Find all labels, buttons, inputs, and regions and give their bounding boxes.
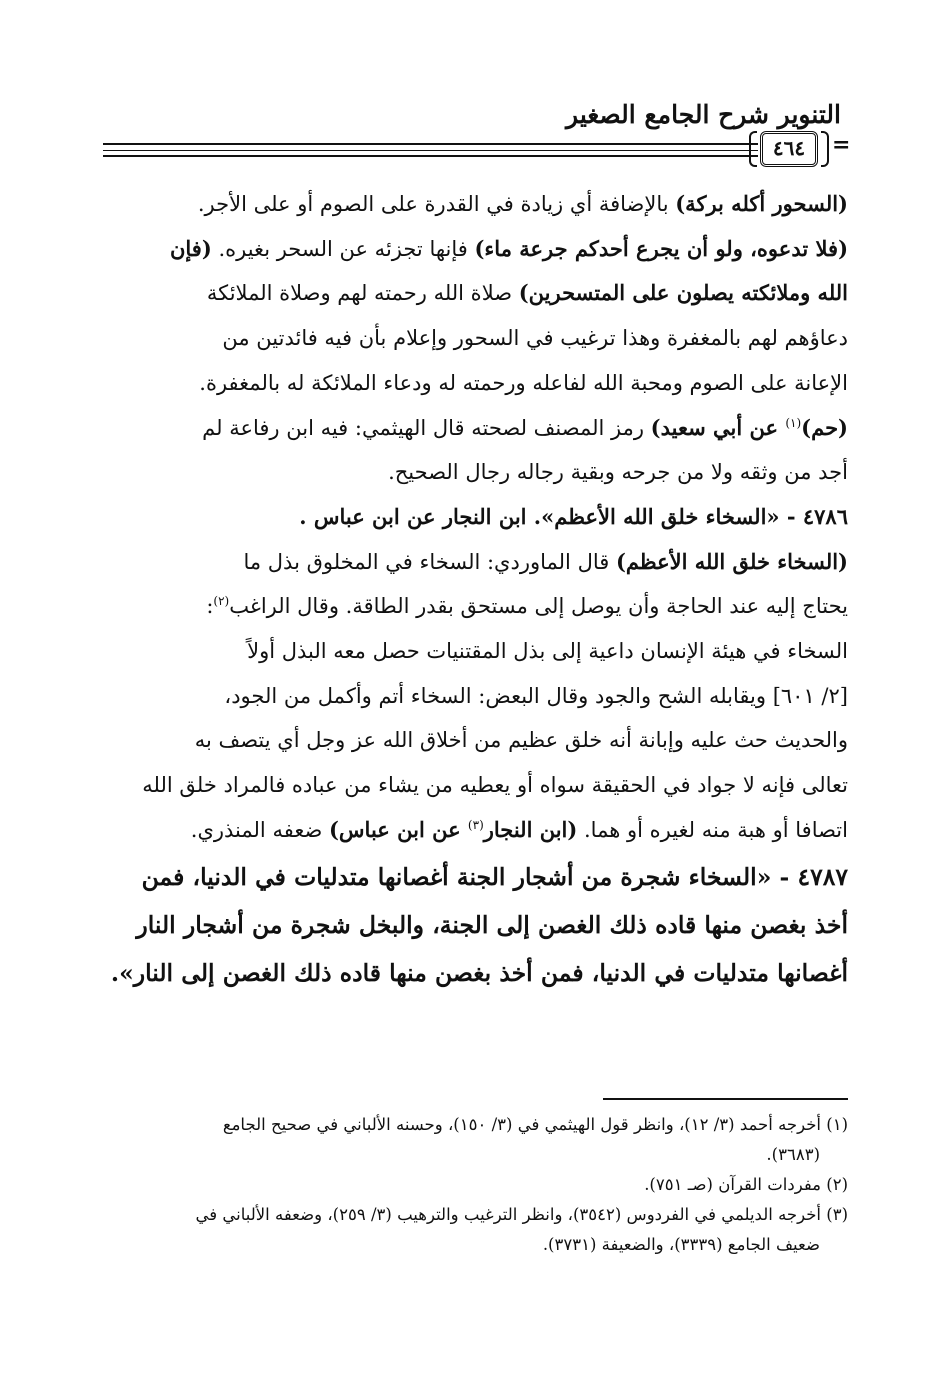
header-rule-top xyxy=(103,143,758,145)
body-line: أجد من وثقه ولا من جرحه وبقية رجاله رجال الصحيح. xyxy=(388,460,848,485)
page-badge-left-bracket xyxy=(749,131,757,167)
hadith-heading-4786: ٤٧٨٦ - «السخاء خلق الله الأعظم». ابن النجار عن ابن عباس . xyxy=(299,503,848,529)
footnote-1-continued: (٣٦٨٣). xyxy=(766,1145,820,1164)
body-line: السخاء في هيئة الإنسان داعية إلى بذل المقتنيات حصل معه البذل أولاً xyxy=(247,639,848,664)
footnote-separator xyxy=(603,1098,848,1100)
main-text xyxy=(100,182,848,997)
footnote-ref[interactable]: (٢) xyxy=(213,594,230,609)
body-line: تعالى فإنه لا جواد في الحقيقة سواه أو يعطيه من يشاء من عباده فالمراد خلق الله xyxy=(142,773,848,798)
body-line: والحديث حث عليه وإبانة أنه خلق عظيم من أخلاق الله عز وجل أي يتصف به xyxy=(194,728,848,753)
footnote-ref[interactable]: (١) xyxy=(785,415,802,430)
body-line: اتصافا أو هبة منه لغيره أو هما. (ابن النجار$^{(٣)}$ عن ابن عباس) ضعفه المنذري. xyxy=(190,816,848,842)
body-line: (حم)$^{(١)}$ عن أبي سعيد) رمز المصنف لصحته قال الهيثمي: فيه ابن رفاعة لم xyxy=(202,414,848,440)
page-badge-tail: = xyxy=(832,132,851,158)
body-line: الإعانة على الصوم ومحبة الله لفاعله ورحمته له ودعاء الملائكة له بالمغفرة. xyxy=(199,370,848,395)
footnote-3: (٣) أخرجه الديلمي في الفردوس (٣٥٤٢)، وانظر الترغيب والترهيب (٣/ ٢٥٩)، وضعفه الألباني في xyxy=(195,1205,848,1224)
body-line: يحتاج إليه عند الحاجة وأن يوصل إلى مستحق بقدر الطاقة. وقال الراغب$^{(٢)}$: xyxy=(206,594,848,619)
page-badge-right-bracket xyxy=(821,131,829,167)
body-line: [٢/ ٦٠١] ويقابله الشح والجود وقال البعض: السخاء أتم وأكمل من الجود، xyxy=(224,683,848,708)
body-line: (السحور أكله بركة) بالإضافة أي زيادة في القدرة على الصوم أو على الأجر. xyxy=(197,191,848,216)
hadith-4787-line: أغصانها متدليات في الدنيا، فمن أخذ بغصن منها قاده ذلك الغصن إلى النار». xyxy=(110,958,848,987)
running-title: التنوير شرح الجامع الصغير xyxy=(566,100,841,129)
body-line: دعاؤهم لهم بالمغفرة وهذا ترغيب في السحور وإعلام بأن فيه فائدتين من xyxy=(222,326,848,351)
body-line: (فلا تدعوه، ولو أن يجرع أحدكم جرعة ماء) فإنها تجزئه عن السحر بغيره. (فإن xyxy=(169,235,848,261)
footnote-3-continued: ضعيف الجامع (٣٣٣٩)، والضعيفة (٣٧٣١). xyxy=(542,1235,820,1254)
header-rule-bottom xyxy=(103,155,758,157)
body-line: (السخاء خلق الله الأعظم) قال الماوردي: السخاء في المخلوق بذل ما xyxy=(243,548,848,574)
page-number-badge: ٤٦٤ xyxy=(760,131,818,167)
hadith-4787-line: أخذ بغصن منها قاده ذلك الغصن إلى الجنة، والبخل شجرة من أشجار النار xyxy=(136,910,848,939)
footnote-2: (٢) مفردات القرآن (صـ ٧٥١). xyxy=(644,1175,848,1194)
header-rule-middle xyxy=(103,150,758,151)
footnote-ref[interactable]: (٣) xyxy=(467,817,484,832)
body-line: الله وملائكته يصلون على المتسحرين) صلاة الله رحمته لهم وصلاة الملائكة xyxy=(206,280,848,306)
footnote-1: (١) أخرجه أحمد (٣/ ١٢)، وانظر قول الهيثمي في (٣/ ١٥٠)، وحسنه الألباني في صحيح الجامع xyxy=(222,1115,848,1134)
hadith-4787-line: ٤٧٨٧ - «السخاء شجرة من أشجار الجنة أغصانها متدليات في الدنيا، فمن xyxy=(141,862,848,891)
footnotes xyxy=(100,1110,848,1260)
